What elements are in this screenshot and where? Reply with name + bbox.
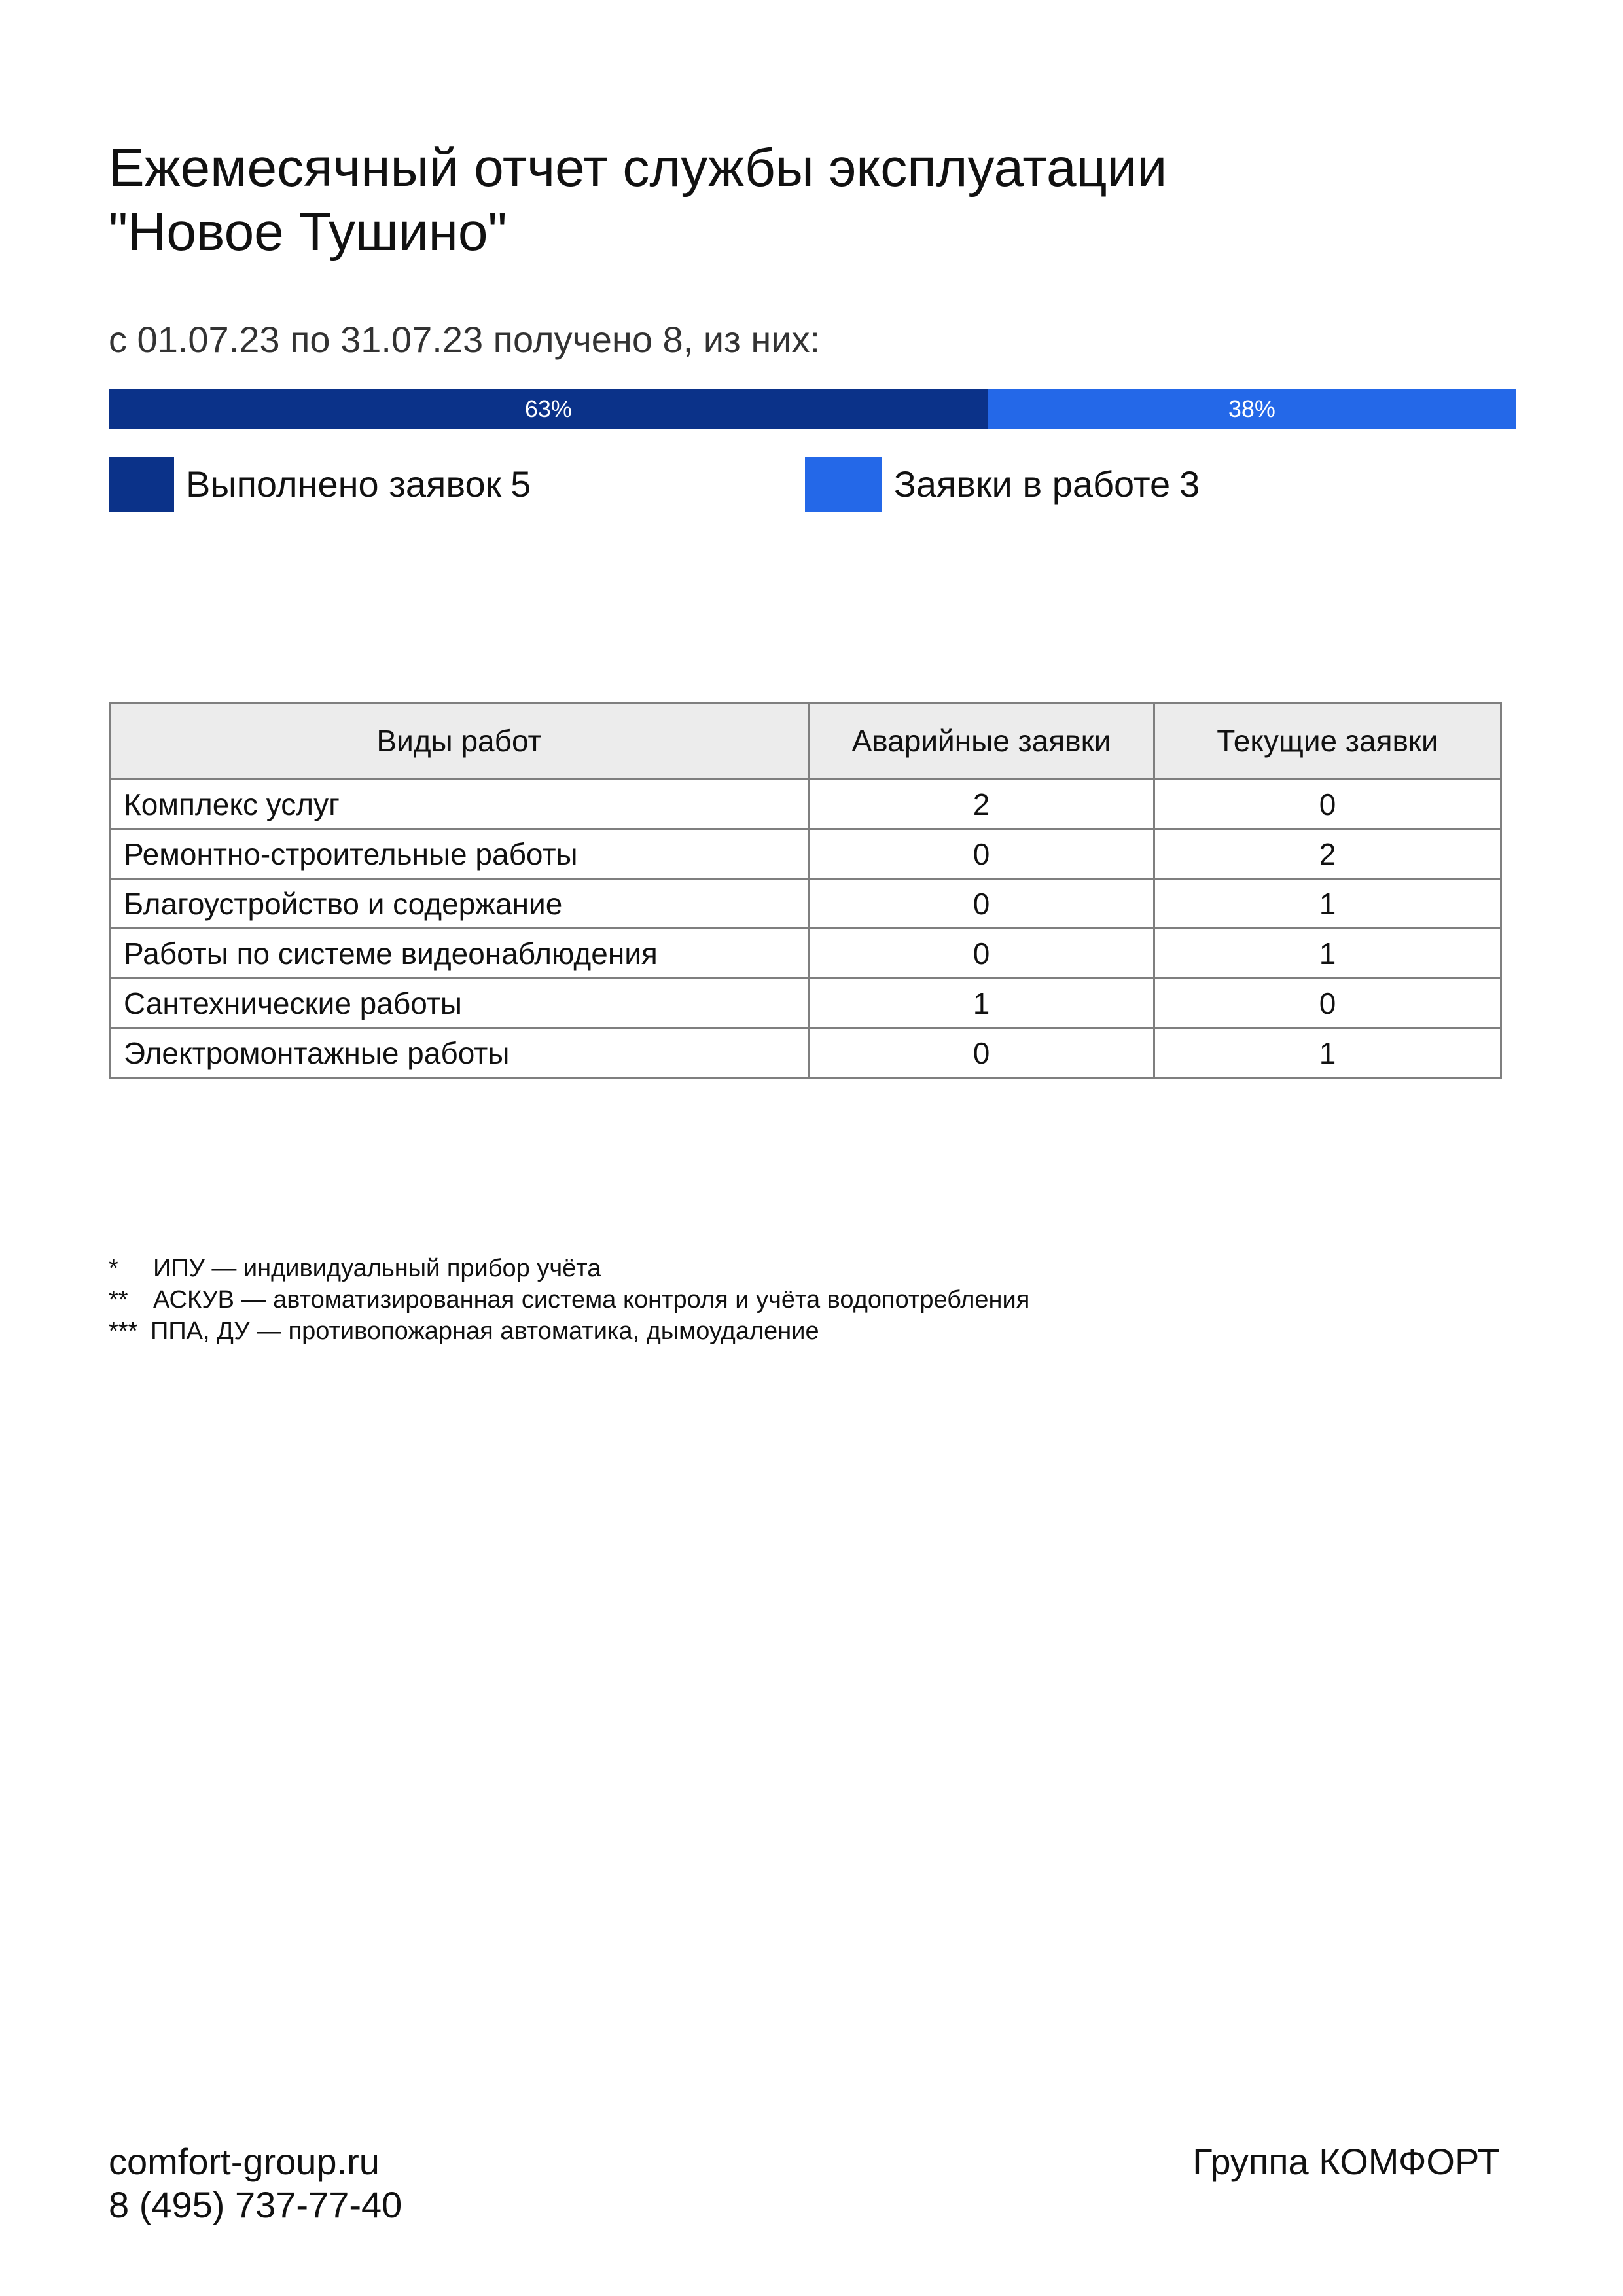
footer-website-link[interactable]: comfort-group.ru [109, 2141, 380, 2182]
current-count-cell: 2 [1154, 829, 1501, 879]
table-row [110, 1028, 1501, 1078]
emergency-count-cell: 0 [809, 879, 1154, 929]
work-type-cell: Сантехнические работы [110, 978, 809, 1028]
legend-in-progress-count: 3 [1179, 463, 1200, 505]
page-title [109, 136, 1516, 264]
emergency-count-cell: 0 [809, 829, 1154, 879]
period-summary [109, 317, 820, 363]
table-row [110, 829, 1501, 879]
emergency-count-cell: 0 [809, 1028, 1154, 1078]
footnote-mark: *** [109, 1318, 138, 1345]
legend-swatch-in-progress [805, 457, 882, 512]
table-row [110, 879, 1501, 929]
legend-label-in-progress [894, 461, 1200, 507]
footnote-mark: * [109, 1255, 118, 1282]
footnote-text: АСКУВ — автоматизированная система контроля и учёта водопотребления [153, 1286, 1030, 1314]
title-line-1: Ежемесячный отчет службы эксплуатации [109, 138, 1168, 198]
work-type-cell: Ремонтно-строительные работы [110, 829, 809, 879]
work-type-cell: Электромонтажные работы [110, 1028, 809, 1078]
current-count-cell: 1 [1154, 879, 1501, 929]
header-work-type: Виды работ [110, 703, 809, 780]
legend-completed-text: Выполнено заявок [186, 463, 502, 505]
works-table [109, 702, 1502, 1079]
current-count-cell: 1 [1154, 1028, 1501, 1078]
work-type-cell: Работы по системе видеонаблюдения [110, 929, 809, 978]
footnote-ppa-du [109, 1316, 1029, 1347]
footnote-mark: ** [109, 1286, 128, 1314]
footnote-text: ППА, ДУ — противопожарная автоматика, дымоудаление [151, 1318, 819, 1345]
legend-label-completed [186, 461, 531, 507]
legend-swatch-completed [109, 457, 174, 512]
table-row [110, 978, 1501, 1028]
header-emergency-requests: Аварийные заявки [809, 703, 1154, 780]
header-current-requests: Текущие заявки [1154, 703, 1501, 780]
current-count-cell: 0 [1154, 978, 1501, 1028]
footnote-ipu [109, 1253, 1029, 1284]
footer-company-name: Группа КОМФОРТ [1192, 2141, 1500, 2182]
table-row [110, 780, 1501, 829]
legend-completed-count: 5 [510, 463, 531, 505]
period-summary-text: с 01.07.23 по 31.07.23 получено 8, из них: [109, 319, 821, 360]
bar-segment-in-progress: 38% [988, 389, 1516, 429]
current-count-cell: 0 [1154, 780, 1501, 829]
footer-contacts [109, 2140, 402, 2227]
table-row [110, 929, 1501, 978]
emergency-count-cell: 2 [809, 780, 1154, 829]
footnote-askuv [109, 1284, 1029, 1316]
stacked-percentage-bar [109, 389, 1516, 429]
title-line-2: "Новое Тушино" [109, 202, 507, 262]
table-header-row [110, 703, 1501, 780]
bar-segment-completed: 63% [109, 389, 988, 429]
footnote-text: ИПУ — индивидуальный прибор учёта [153, 1255, 601, 1282]
work-type-cell: Комплекс услуг [110, 780, 809, 829]
legend-item-completed [109, 457, 531, 512]
footer-phone: 8 (495) 737-77-40 [109, 2184, 402, 2225]
emergency-count-cell: 0 [809, 929, 1154, 978]
legend-in-progress-text: Заявки в работе [894, 463, 1171, 505]
footnotes [109, 1253, 1029, 1347]
emergency-count-cell: 1 [809, 978, 1154, 1028]
footer-company [1192, 2140, 1500, 2183]
current-count-cell: 1 [1154, 929, 1501, 978]
work-type-cell: Благоустройство и содержание [110, 879, 809, 929]
legend-item-in-progress [805, 457, 1200, 512]
